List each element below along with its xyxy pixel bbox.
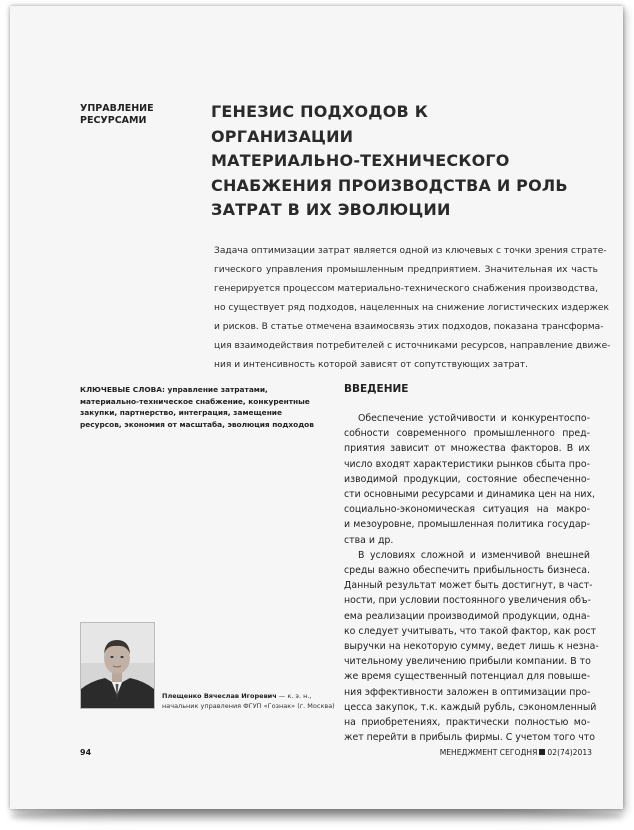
body-line: и мезоуровне, промышленная политика государ- — [344, 519, 590, 531]
page-number: 94 — [80, 748, 92, 757]
author-photo — [80, 622, 155, 709]
abstract-line: ция взаимодействия потребителей с источниками ресурсов, направление движе- — [214, 341, 611, 351]
body-line: среды важно обеспечить прибыльность бизнеса. — [344, 565, 590, 577]
body-line: приятия зависит от множества факторов. В их — [344, 443, 590, 455]
journal-page — [10, 6, 623, 809]
abstract-line: гического управления промышленным предприятием. Значительная их часть — [214, 265, 598, 275]
body-line: социально-экономическая ситуация на макро- — [344, 504, 590, 516]
author-info — [162, 691, 342, 711]
body-line: ства и др. — [344, 534, 394, 546]
page-shadow — [10, 808, 624, 824]
author-portrait-image — [81, 623, 154, 708]
title-line: МАТЕРИАЛЬНО-ТЕХНИЧЕСКОГО — [211, 151, 510, 170]
journal-name: МЕНЕДЖМЕНТ СЕГОДНЯ — [439, 748, 538, 757]
author-name: Плещенко Вячеслав Игоревич — [162, 692, 277, 700]
square-bullet-icon — [539, 749, 545, 755]
body-text — [344, 411, 599, 745]
body-line: же время существенный потенциал для повыше- — [344, 671, 591, 683]
body-line: ема реализации производимой продукции, одна- — [344, 610, 590, 622]
title-line: ГЕНЕЗИС ПОДХОДОВ К ОРГАНИЗАЦИИ — [211, 102, 428, 146]
body-line: цесса закупок, т.к. каждый рубль, сэкономленный — [344, 701, 597, 713]
body-line: жет перейти в прибыль фирмы. С учетом того что — [344, 732, 595, 744]
body-line: В условиях сложной и изменчивой внешней — [358, 549, 590, 561]
body-line: чительному увеличению прибыли компании. В то — [344, 656, 591, 668]
abstract-line: но существует ряд подходов, нацеленных на снижение логистических издержек — [214, 303, 609, 313]
body-line: изводимой продукции, состояние обеспеченно- — [344, 473, 590, 485]
abstract-line: ния и интенсивность которой зависят от сопутствующих затрат. — [214, 360, 529, 370]
section-label: УПРАВЛЕНИЕ РЕСУРСАМИ — [80, 103, 154, 126]
body-line: собности современного промышленного пред- — [344, 428, 590, 440]
abstract-line: и рисков. В статье отмечена взаимосвязь этих подходов, показана трансформа- — [214, 322, 604, 332]
body-line: на приобретениях, практически полностью мо- — [344, 717, 590, 729]
body-line: выручки на некоторую сумму, ведет лишь к незна- — [344, 641, 599, 653]
abstract-line: генерируется процессом материально-технического снабжения производства, — [214, 284, 598, 294]
body-line: Данный результат может быть достигнут, в част- — [344, 580, 593, 592]
abstract-line: Задача оптимизации затрат является одной из ключевых с точки зрения страте- — [214, 246, 607, 256]
body-line: ния эффективности заложен в оптимизации про- — [344, 686, 591, 698]
body-line: Обеспечение устойчивости и конкурентоспо- — [358, 413, 590, 424]
body-line: ко следует учитывать, что такой фактор, как рост — [344, 625, 597, 637]
article-title — [211, 100, 571, 223]
keywords: КЛЮЧЕВЫЕ СЛОВА: управление затратами, материально-техническое снабжение, конкурентные закупки, партнерство, интеграция, замещение ресурсов, экономия от масштаба, эволюция подходов — [80, 385, 314, 429]
body-line: ности, при условии постоянного увеличения объ- — [344, 595, 591, 607]
abstract — [214, 242, 611, 375]
body-line: сти основными ресурсами и динамика цен на них, — [344, 489, 596, 501]
journal-footer — [440, 748, 592, 757]
journal-issue: 02(74)2013 — [547, 748, 592, 757]
body-line: число входят характеристики рынков сбыта про- — [344, 458, 590, 470]
title-line: ЗАТРАТ В ИХ ЭВОЛЮЦИИ — [211, 200, 451, 219]
title-line: СНАБЖЕНИЯ ПРОИЗВОДСТВА И РОЛЬ — [211, 175, 568, 195]
introduction-heading: ВВЕДЕНИЕ — [344, 383, 409, 395]
author-details: — к. э. н., начальник управления ФГУП «Гознак» (г. Москва) — [162, 692, 335, 710]
